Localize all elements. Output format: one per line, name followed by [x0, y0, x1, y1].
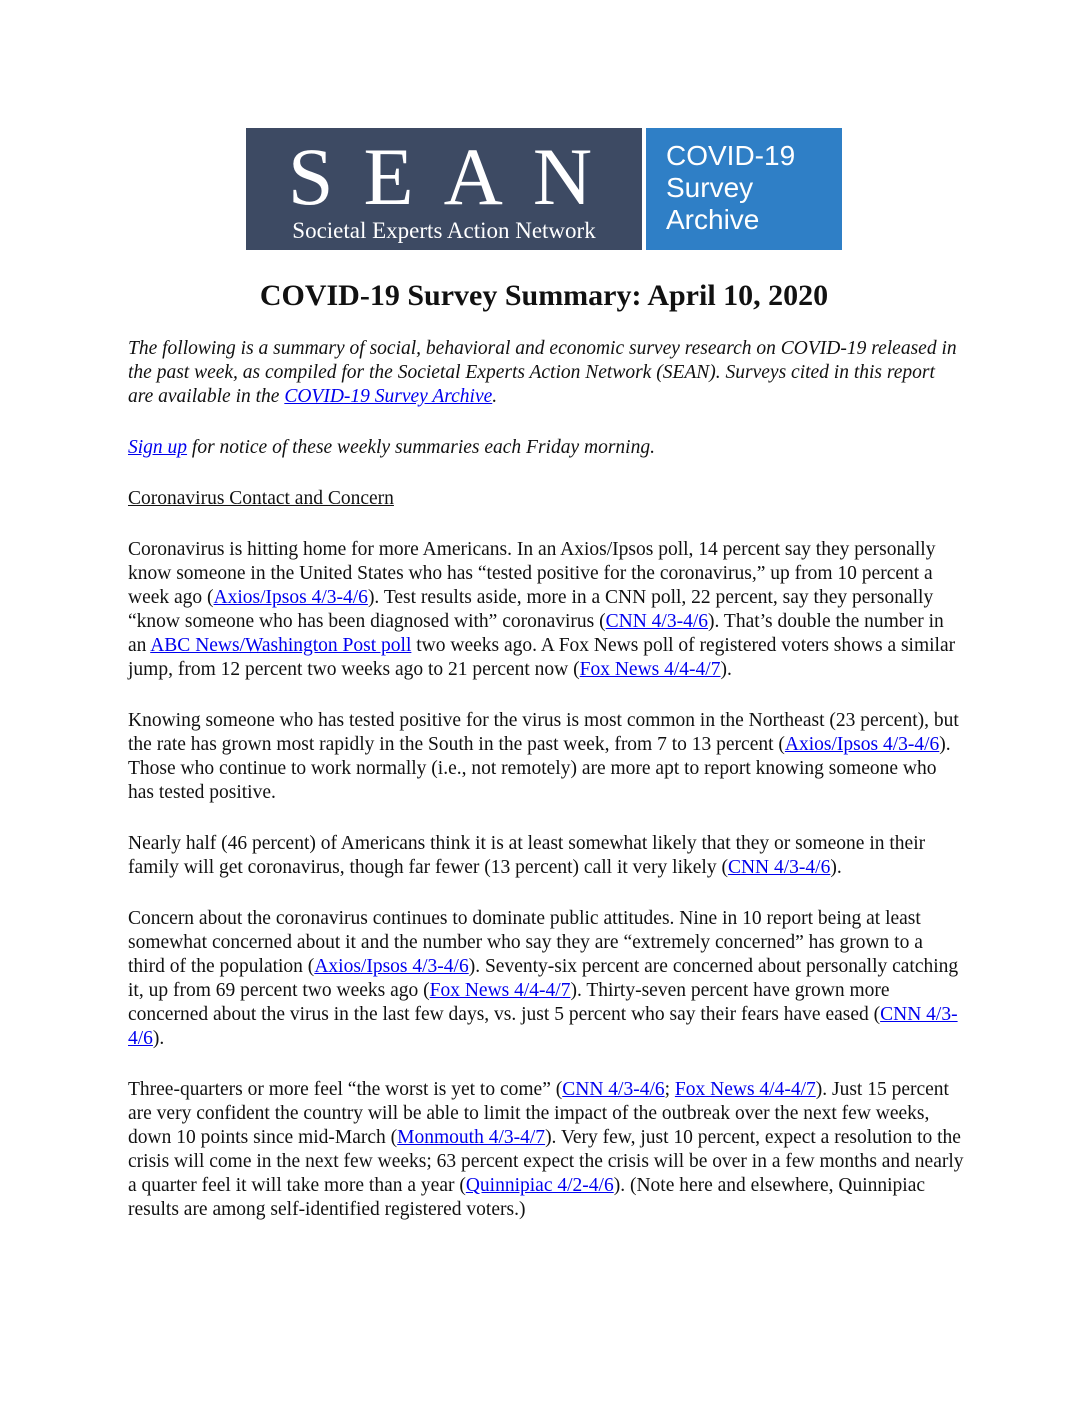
sean-logo-banner: [246, 128, 842, 250]
signup-paragraph: [128, 436, 964, 460]
paragraph-5: [128, 1078, 964, 1222]
axios-ipsos-link[interactable]: Axios/Ipsos 4/3-4/6: [213, 587, 368, 608]
axios-ipsos-link[interactable]: Axios/Ipsos 4/3-4/6: [314, 956, 469, 977]
paragraph-3: [128, 832, 964, 880]
survey-archive-logo: [646, 128, 842, 250]
sign-up-link[interactable]: Sign up: [128, 437, 188, 458]
document-body: [128, 337, 964, 1249]
text: ;: [664, 1079, 675, 1100]
text: Three-quarters or more feel “the worst is yet to come” (: [128, 1079, 563, 1100]
intro-text-end: .: [492, 386, 498, 407]
text: Coronavirus is hitting home for more Americans. In an Axios/Ipsos poll, 14 percent say they personally know someone in the United States who has “tested positive for the coronavirus,” up from 10 percent a week ago (: [128, 539, 936, 608]
cnn-link[interactable]: CNN 4/3-4/6: [128, 1004, 958, 1049]
text: ). Thirty-seven percent have grown more concerned about the virus in the last few days, vs. just 5 percent who say their fears have eased (: [128, 980, 890, 1025]
archive-line: Survey: [666, 172, 754, 203]
cnn-link[interactable]: CNN 4/3-4/6: [562, 1079, 665, 1100]
fox-news-link[interactable]: Fox News 4/4-4/7: [429, 980, 571, 1001]
text: Concern about the coronavirus continues to dominate public attitudes. Nine in 10 report being at least somewhat concerned about it and the number who say they are “extremely concerned” has grown to a third of the population (: [128, 908, 923, 977]
text: ). Seventy-six percent are concerned about personally catching it, up from 69 percent two weeks ago (: [128, 956, 959, 1001]
sean-logo-left: [246, 128, 642, 250]
quinnipiac-link[interactable]: Quinnipiac 4/2-4/6: [465, 1175, 614, 1196]
intro-text: The following is a summary of social, behavioral and economic survey research on COVID-19 released in the past week, as compiled for the Societal Experts Action Network (SEAN). Surveys cited in this report are available in the: [128, 338, 957, 407]
text: ).: [720, 659, 732, 680]
page-title: COVID-19 Survey Summary: April 10, 2020: [259, 279, 829, 312]
axios-ipsos-link[interactable]: Axios/Ipsos 4/3-4/6: [784, 734, 940, 755]
archive-line: COVID-19: [666, 140, 796, 171]
text: ). Very few, just 10 percent, expect a resolution to the crisis will come in the next few weeks; 63 percent expect the crisis will be over in a few months and nearly a quarter feel it will take more than a year (: [128, 1127, 964, 1196]
signup-text: for notice of these weekly summaries each Friday morning.: [187, 437, 655, 458]
text: two weeks ago. A Fox News poll of registered voters shows a similar jump, from 12 percent two weeks ago to 21 percent now (: [128, 635, 956, 680]
paragraph-4: [128, 907, 964, 1051]
fox-news-link[interactable]: Fox News 4/4-4/7: [674, 1079, 816, 1100]
logo-big-text: SEAN: [287, 131, 623, 222]
text: Nearly half (46 percent) of Americans think it is at least somewhat likely that they or someone in their family will get coronavirus, though far fewer (13 percent) call it very likely (: [128, 833, 926, 878]
paragraph-2: [128, 709, 964, 805]
paragraph-1: [128, 538, 964, 682]
text: ). Those who continue to work normally (i.e., not remotely) are more apt to report knowing someone who has tested positive.: [128, 734, 951, 803]
abc-wapo-poll-link[interactable]: ABC News/Washington Post poll: [150, 635, 412, 656]
monmouth-link[interactable]: Monmouth 4/3-4/7: [397, 1127, 546, 1148]
text: ).: [830, 857, 842, 878]
text: Knowing someone who has tested positive for the virus is most common in the Northeast (23 percent), but the rate has grown most rapidly in the South in the past week, from 7 to 13 percent (: [128, 710, 959, 755]
text: ). That’s double the number in an: [128, 611, 944, 656]
text: ). (Note here and elsewhere, Quinnipiac results are among self-identified registered voters.): [128, 1175, 926, 1220]
cnn-link[interactable]: CNN 4/3-4/6: [727, 857, 831, 878]
text: ). Test results aside, more in a CNN poll, 22 percent, say they personally “know someone who has been diagnosed with” coronavirus (: [128, 587, 934, 632]
archive-text: [666, 140, 795, 236]
section-heading: Coronavirus Contact and Concern: [128, 488, 394, 509]
cnn-link[interactable]: CNN 4/3-4/6: [605, 611, 709, 632]
logo-subtitle: Societal Experts Action Network: [292, 218, 596, 243]
text: ). Just 15 percent are very confident the country will be able to limit the impact of the outbreak over the next few weeks, down 10 points since mid-March (: [128, 1079, 949, 1148]
intro-paragraph: [128, 337, 964, 409]
fox-news-link[interactable]: Fox News 4/4-4/7: [579, 659, 721, 680]
text: ).: [152, 1028, 165, 1049]
survey-archive-link[interactable]: COVID-19 Survey Archive: [284, 386, 493, 407]
archive-line: Archive: [666, 204, 760, 235]
